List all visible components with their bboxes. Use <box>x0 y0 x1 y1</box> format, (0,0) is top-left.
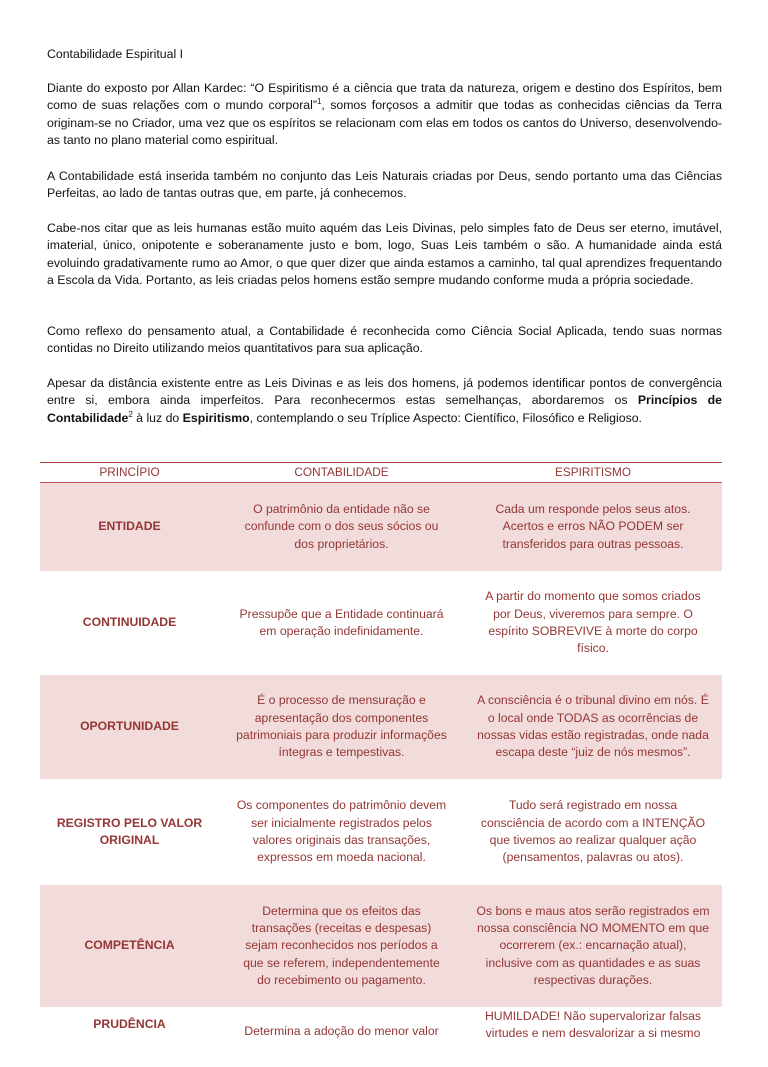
paragraph-intro-text-2: , somos forçosos a admitir que todas as conhecidas ciências da Terra originam-se no Criador, uma vez que os espíritos se relacionam com elas em todos os cantos do Universo, desenvolvendo-as tanto no plano material como espiritual. <box>47 98 722 147</box>
row-principle: COMPETÊNCIA <box>84 938 175 953</box>
table-row <box>40 571 722 675</box>
bold-spiritism: Espiritismo <box>182 410 250 425</box>
row-espiritismo: Tudo será registrado em nossa consciência de acordo com a INTENÇÃO que tivemos ao realizar qualquer ação (pensamentos, palavras ou atos). <box>480 798 706 865</box>
row-espiritismo: Cada um responde pelos seus atos. Acertos e erros NÃO PODEM ser transferidos para outras pessoas. <box>495 502 691 551</box>
row-contabilidade: Determina a adoção do menor valor <box>244 1024 439 1038</box>
paragraph-convergence-text-1: Apesar da distância existente entre as Leis Divinas e as leis dos homens, já podemos identificar pontos de convergência entre si, embora ainda imperfeitos. Para reconhecermos estas semelhanças, abordaremos os <box>47 376 722 408</box>
row-contabilidade: Determina que os efeitos das transações (receitas e despesas) sejam reconhecidos nos períodos a que se referem, independentemente do recebimento ou pagamento. <box>243 903 440 987</box>
bold-principles: Princípios de Contabilidade <box>47 393 722 425</box>
paragraph-intro <box>47 80 722 149</box>
table-row <box>40 1007 722 1067</box>
paragraph-human-laws: Cabe-nos citar que as leis humanas estão muito aquém das Leis Divinas, pelo simples fato de Deus ser eterno, imutável, imaterial, único, onipotente e soberanamente justo e bom, logo, Suas Leis também o são. A humanidade ainda está evoluindo gradativamente rumo ao Amor, o que quer dizer que ainda estamos a caminho, tal qual aprendizes frequentando a Escola da Vida. Portanto, as leis criadas pelos homens estão sempre mudando conforme muda a própria sociedade. <box>47 221 722 287</box>
paragraph-convergence-text-2: à luz do <box>132 410 183 425</box>
row-contabilidade: Os componentes do patrimônio devem ser inicialmente registrados pelos valores originais das transações, expressos em moeda nacional. <box>236 798 447 865</box>
paragraph-intro-text-1: Diante do exposto por Allan Kardec: “O Espiritismo é a ciência que trata da natureza, origem e destino dos Espíritos, bem como de suas relações com o mundo corporal” <box>47 81 722 113</box>
header-contabilidade: CONTABILIDADE <box>294 465 389 479</box>
row-principle: CONTINUIDADE <box>82 615 177 630</box>
row-espiritismo: HUMILDADE! Não supervalorizar falsas virtudes e nem desvalorizar a si mesmo <box>484 1009 702 1041</box>
header-espiritismo: ESPIRITISMO <box>554 465 632 479</box>
paragraph-convergence-text-3: , contemplando o seu Tríplice Aspecto: Científico, Filosófico e Religioso. <box>249 410 642 425</box>
principles-table <box>40 462 722 1067</box>
row-contabilidade: O patrimônio da entidade não se confunde com o dos seus sócios ou dos proprietários. <box>244 502 439 551</box>
paragraph-convergence <box>47 375 722 427</box>
row-contabilidade: Pressupõe que a Entidade continuará em operação indefinidamente. <box>239 606 444 638</box>
footnote-ref-2: 2 <box>128 409 133 419</box>
row-principle: OPORTUNIDADE <box>80 719 179 734</box>
row-contabilidade: É o processo de mensuração e apresentação dos componentes patrimoniais para produzir informações íntegras e tempestivas. <box>236 693 447 760</box>
footnote-ref-1: 1 <box>316 97 322 107</box>
header-principio: PRINCÍPIO <box>99 465 160 479</box>
paragraph-natural-laws: A Contabilidade está inserida também no conjunto das Leis Naturais criadas por Deus, sendo portanto uma das Ciências Perfeitas, ao lado de tantas outras que, em parte, já conhecemos. <box>47 169 722 201</box>
table-row <box>40 779 722 885</box>
row-principle: REGISTRO PELO VALOR ORIGINAL <box>56 815 203 847</box>
document-title: Contabilidade Espiritual I <box>47 47 184 61</box>
row-espiritismo: Os bons e maus atos serão registrados em nossa consciência NO MOMENTO em que ocorrerem (ex.: encarnação atual), inclusive com as quantidades e as suas respectivas durações. <box>476 903 710 987</box>
row-espiritismo: A partir do momento que somos criados por Deus, viveremos para sempre. O espírito SOBREVIVE à morte do corpo físico. <box>485 589 701 656</box>
paragraph-social-science: Como reflexo do pensamento atual, a Contabilidade é reconhecida como Ciência Social Aplicada, tendo suas normas contidas no Direito utilizando meios quantitativos para sua aplicação. <box>47 324 722 356</box>
row-espiritismo: A consciência é o tribunal divino em nós. É o local onde TODAS as ocorrências de nossas vidas estão registradas, onde nada escapa deste “juiz de nós mesmos”. <box>477 693 709 760</box>
table-row <box>40 885 722 1007</box>
row-principle: ENTIDADE <box>98 519 161 534</box>
table-row <box>40 675 722 779</box>
table-row <box>40 483 722 571</box>
row-principle: PRUDÊNCIA <box>93 1017 166 1031</box>
table-header <box>40 463 722 483</box>
